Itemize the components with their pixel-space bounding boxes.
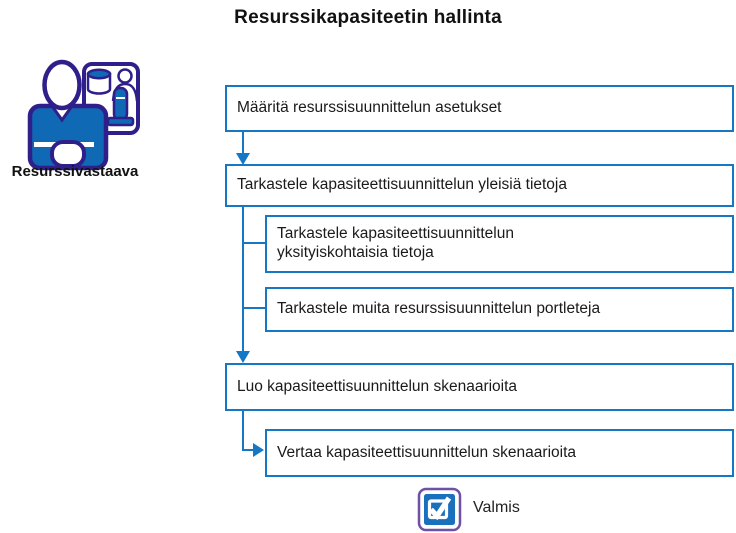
arrow-down-icon [236,153,250,165]
flow-step-label: Tarkastele muita resurssisuunnittelun portleteja [277,300,601,318]
connector-branch-line [242,242,265,244]
connector-line [242,205,244,351]
flow-step-create-scenarios[interactable] [225,363,734,411]
connector-line [242,410,244,451]
connector-branch-line [242,307,265,309]
role-label: Resurssivastaava [11,163,139,180]
connector-line [242,132,244,154]
flow-substep-compare-scenarios[interactable] [265,429,734,477]
flow-step-review-overview[interactable] [225,164,734,207]
resource-manager-person-icon [26,56,140,174]
flow-step-label: Määritä resurssisuunnittelun asetukset [237,99,502,117]
flow-step-label: Tarkastele kapasiteettisuunnittelun yksityiskohtaisia tietoja [277,225,514,261]
flow-substep-review-portlets[interactable] [265,287,734,332]
done-label: Valmis [473,499,520,516]
connector-line [242,449,253,451]
checked-checkbox-icon [417,487,462,532]
flow-step-label: Tarkastele kapasiteettisuunnittelun yleisiä tietoja [237,176,567,194]
flow-substep-review-details[interactable] [265,215,734,273]
arrow-right-icon [253,443,264,457]
flow-step-define-settings[interactable] [225,85,734,132]
flow-step-label: Luo kapasiteettisuunnittelun skenaarioita [237,377,518,395]
page-title: Resurssikapasiteetin hallinta [234,7,502,28]
flow-step-label: Vertaa kapasiteettisuunnittelun skenaarioita [277,443,577,461]
arrow-down-icon [236,351,250,363]
